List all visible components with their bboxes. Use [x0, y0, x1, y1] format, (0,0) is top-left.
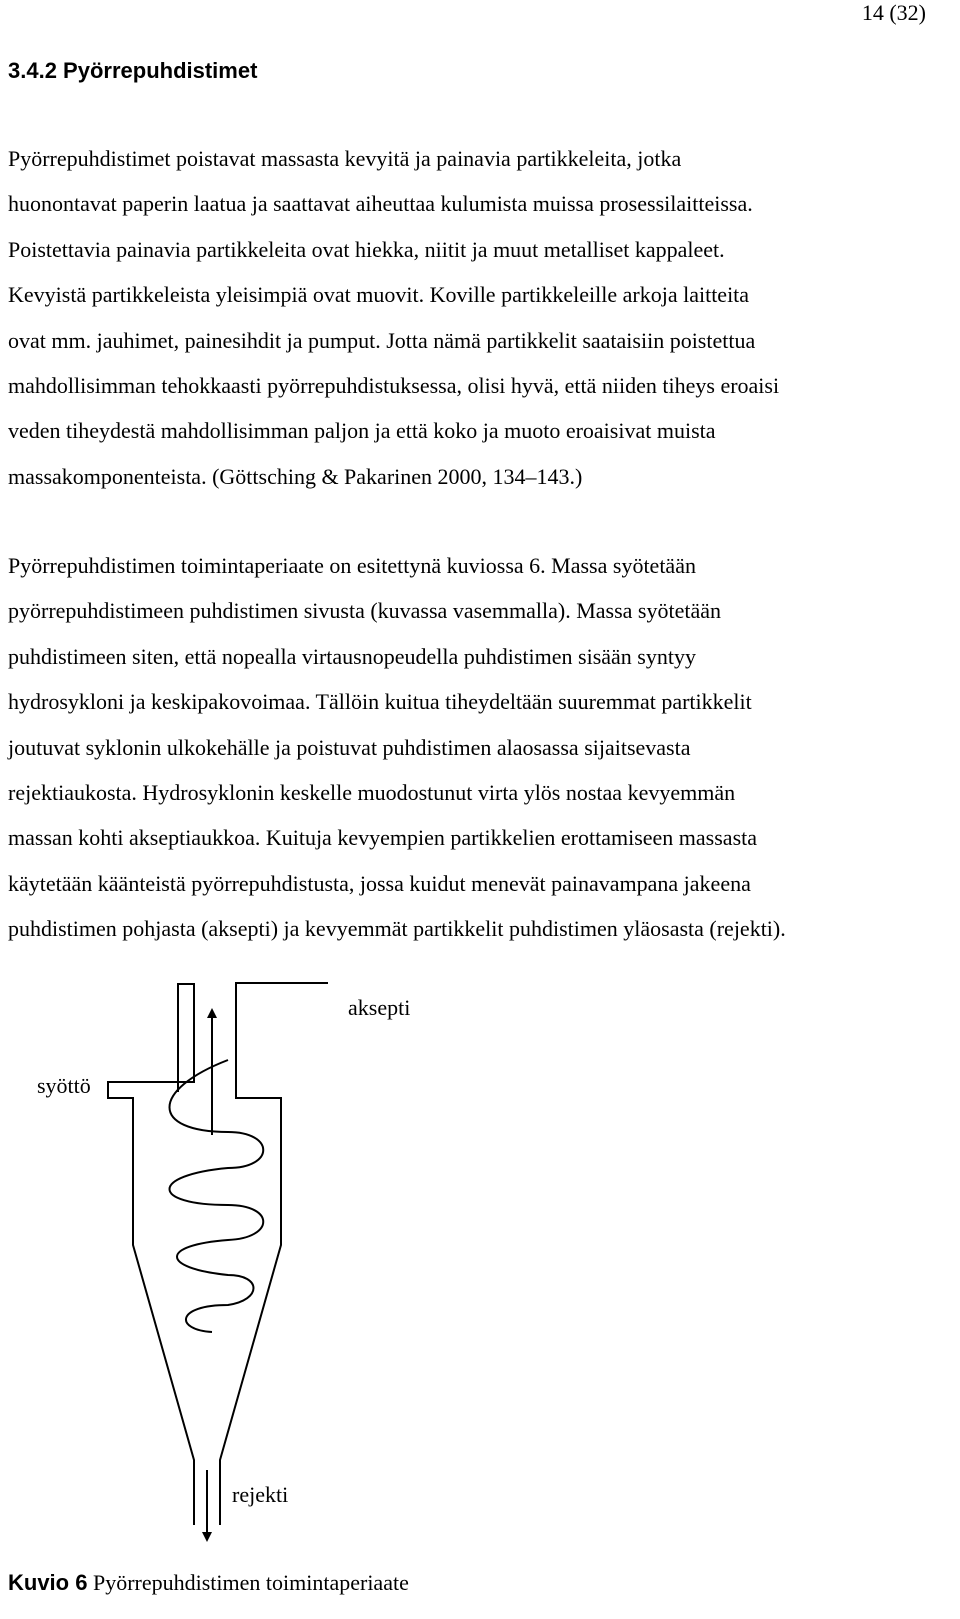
paragraph-1	[8, 136, 953, 499]
paragraph-line: Poistettavia painavia partikkeleita ovat hiekka, niitit ja muut metalliset kappaleet.	[8, 236, 725, 262]
paragraph-line: huonontavat paperin laatua ja saattavat aiheuttaa kulumista muissa prosessilaitteissa.	[8, 191, 753, 217]
paragraph-line: pyörrepuhdistimeen puhdistimen sivusta (kuvassa vasemmalla). Massa syötetään	[8, 598, 722, 624]
paragraph-line: massan kohti akseptiaukkoa. Kuituja kevyempien partikkelien erottamiseen massasta	[8, 825, 758, 851]
paragraph-line: puhdistimen pohjasta (aksepti) ja kevyemmät partikkelit puhdistimen yläosasta (rejekti).	[8, 916, 786, 942]
paragraph-line: hydrosykloni ja keskipakovoimaa. Tällöin kuitua tiheydeltään suuremmat partikkelit	[8, 689, 752, 715]
paragraph-line: Kevyistä partikkeleista yleisimpiä ovat muovit. Koville partikkeleille arkoja laitteita	[8, 282, 750, 308]
figure-caption-text: Pyörrepuhdistimen toimintaperiaate	[87, 1570, 409, 1595]
vortex-spiral	[170, 1060, 264, 1332]
section-heading: 3.4.2 Pyörrepuhdistimet	[8, 58, 258, 83]
accept-label: aksepti	[348, 995, 411, 1020]
paragraph-line: joutuvat syklonin ulkokehälle ja poistuvat puhdistimen alaosassa sijaitsevasta	[8, 734, 691, 760]
paragraph-2	[8, 543, 953, 952]
paragraph-line: puhdistimeen siten, että nopealla virtausnopeudella puhdistimen sisään syntyy	[8, 643, 696, 669]
paragraph-line: mahdollisimman tehokkaasti pyörrepuhdistuksessa, olisi hyvä, että niiden tiheys eroaisi	[8, 373, 780, 399]
paragraph-line: Pyörrepuhdistimen toimintaperiaate on esitettynä kuviossa 6. Massa syötetään	[8, 553, 696, 578]
paragraph-line: Pyörrepuhdistimet poistavat massasta kevyitä ja painavia partikkeleita, jotka	[8, 146, 682, 171]
figure-caption	[8, 1569, 409, 1597]
feed-label: syöttö	[37, 1073, 91, 1098]
figure-caption-label: Kuvio 6	[8, 1570, 88, 1595]
paragraph-line: käytetään käänteistä pyörrepuhdistusta, jossa kuidut menevät painavampana jakeena	[8, 870, 751, 896]
cyclone-right-wall	[220, 983, 328, 1525]
paragraph-line: ovat mm. jauhimet, painesihdit ja pumput. Jotta nämä partikkelit saataisiin poistettua	[8, 327, 756, 353]
paragraph-line: massakomponenteista. (Göttsching & Pakarinen 2000, 134–143.)	[8, 463, 583, 489]
cyclone-left-wall	[108, 984, 194, 1525]
paragraph-line: rejektiaukosta. Hydrosyklonin keskelle muodostunut virta ylös nostaa kevyemmän	[8, 780, 736, 806]
reject-label: rejekti	[232, 1482, 289, 1507]
page-number: 14 (32)	[861, 0, 926, 25]
hydrocyclone-diagram	[0, 975, 520, 1585]
paragraph-line: veden tiheydestä mahdollisimman paljon ja että koko ja muoto eroaisivat muista	[8, 418, 716, 444]
